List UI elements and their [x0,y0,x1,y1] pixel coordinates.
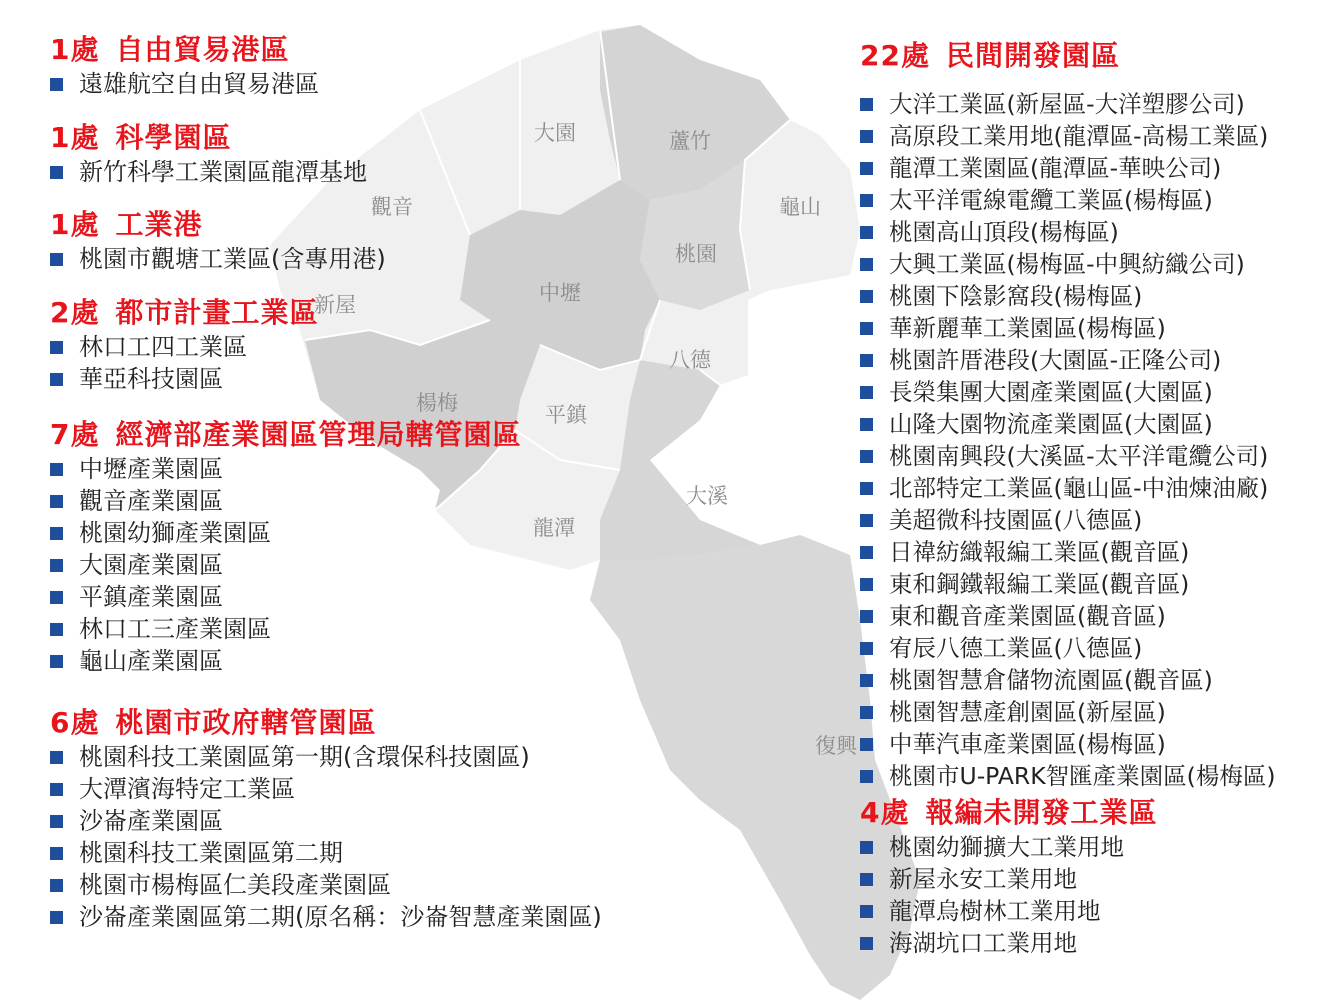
bullet-icon [860,514,873,527]
list-item: 平鎮產業園區 [50,581,522,613]
group-industrial-port [50,207,386,275]
district-label-zhongli: 中壢 [539,281,581,305]
list-item: 桃園科技工業園區第二期 [50,837,602,869]
list-item: 大潭濱海特定工業區 [50,773,602,805]
bullet-icon [50,373,63,386]
bullet-icon [50,527,63,540]
group-title: 都市計畫工業區 [115,296,319,329]
group-title: 工業港 [115,208,203,241]
bullet-icon [50,623,63,636]
bullet-icon [860,354,873,367]
group-title: 民間開發園區 [945,39,1120,72]
group-count: 1處 [50,33,100,66]
list-item: 東和鋼鐵報編工業區(觀音區) [860,568,1276,600]
group-science-park [50,120,367,188]
bullet-icon [860,226,873,239]
bullet-icon [860,194,873,207]
list-item: 桃園智慧倉儲物流園區(觀音區) [860,664,1276,696]
list-item: 龍潭工業園區(龍潭區-華映公司) [860,152,1276,184]
bullet-icon [50,341,63,354]
bullet-icon [860,450,873,463]
bullet-icon [860,937,873,950]
district-label-daxi: 大溪 [686,484,728,508]
list-item: 桃園市楊梅區仁美段產業園區 [50,869,602,901]
bullet-icon [860,258,873,271]
bullet-icon [860,905,873,918]
bullet-icon [50,495,63,508]
bullet-icon [860,642,873,655]
group-title: 科學園區 [115,121,232,154]
district-label-guanyin: 觀音 [371,195,413,219]
list-item: 龜山產業園區 [50,645,522,677]
list-item: 宥辰八德工業區(八德區) [860,632,1276,664]
bullet-icon [50,166,63,179]
district-label-bade: 八德 [669,348,711,372]
group-urban-planning-industrial [50,295,319,395]
list-item: 長榮集團大園產業園區(大園區) [860,376,1276,408]
bullet-icon [860,610,873,623]
group-count: 6處 [50,706,100,739]
bullet-icon [860,290,873,303]
bullet-icon [860,841,873,854]
list-item: 大園產業園區 [50,549,522,581]
list-item: 沙崙產業園區第二期(原名稱：沙崙智慧產業園區) [50,901,602,933]
bullet-icon [860,873,873,886]
bullet-icon [50,847,63,860]
list-item: 林口工四工業區 [50,331,319,363]
list-item: 桃園市觀塘工業區(含專用港) [50,243,386,275]
district-label-guishan: 龜山 [779,195,821,219]
district-label-luzhu: 蘆竹 [669,129,711,153]
list-item: 高原段工業用地(龍潭區-高楊工業區) [860,120,1276,152]
district-label-yangmei: 楊梅 [416,391,458,415]
bullet-icon [860,674,873,687]
list-item: 桃園南興段(大溪區-太平洋電纜公司) [860,440,1276,472]
group-private-parks [860,38,1276,792]
bullet-icon [860,386,873,399]
group-count: 2處 [50,296,100,329]
group-count: 22處 [860,39,930,72]
group-title: 經濟部產業園區管理局轄管園區 [115,418,522,451]
group-heading [50,295,319,331]
bullet-icon [50,591,63,604]
bullet-icon [860,130,873,143]
list-item: 桃園智慧產創園區(新屋區) [860,696,1276,728]
list-item: 大興工業區(楊梅區-中興紡織公司) [860,248,1276,280]
bullet-icon [860,578,873,591]
list-item: 新屋永安工業用地 [860,863,1158,895]
list-item: 東和觀音產業園區(觀音區) [860,600,1276,632]
group-heading [50,32,319,68]
bullet-icon [50,815,63,828]
district-label-fuxing: 復興 [815,734,857,758]
bullet-icon [50,559,63,572]
list-item: 華新麗華工業園區(楊梅區) [860,312,1276,344]
bullet-icon [50,879,63,892]
list-item: 美超微科技園區(八德區) [860,504,1276,536]
list-item: 桃園許厝港段(大園區-正隆公司) [860,344,1276,376]
group-title: 桃園市政府轄管園區 [115,706,377,739]
list-item: 龍潭烏樹林工業用地 [860,895,1158,927]
bullet-icon [50,78,63,91]
list-item: 沙崙產業園區 [50,805,602,837]
bullet-icon [50,911,63,924]
bullet-icon [860,418,873,431]
district-label-taoyuan: 桃園 [675,242,717,266]
bullet-icon [860,482,873,495]
list-item: 觀音產業園區 [50,485,522,517]
list-item: 太平洋電線電纜工業區(楊梅區) [860,184,1276,216]
list-item: 新竹科學工業園區龍潭基地 [50,156,367,188]
bullet-icon [860,738,873,751]
group-registered-undeveloped [860,795,1158,959]
group-heading [860,795,1158,831]
district-label-longtan: 龍潭 [533,516,575,540]
bullet-icon [860,98,873,111]
group-heading [50,120,367,156]
list-item: 桃園幼獅產業園區 [50,517,522,549]
district-label-pingzhen: 平鎮 [545,403,587,427]
bullet-icon [860,162,873,175]
group-city-government-parks [50,705,602,933]
list-item: 林口工三產業園區 [50,613,522,645]
bullet-icon [860,546,873,559]
list-item: 桃園市U-PARK智匯產業園區(楊梅區) [860,760,1276,792]
bullet-icon [860,322,873,335]
bullet-icon [860,706,873,719]
group-count: 7處 [50,418,100,451]
bullet-icon [50,463,63,476]
bullet-icon [860,770,873,783]
list-item: 桃園幼獅擴大工業用地 [860,831,1158,863]
list-item: 大洋工業區(新屋區-大洋塑膠公司) [860,88,1276,120]
group-count: 1處 [50,208,100,241]
bullet-icon [50,751,63,764]
group-free-trade-zone [50,32,319,100]
group-heading [50,705,602,741]
group-moea-parks [50,417,522,677]
list-item: 北部特定工業區(龜山區-中油煉油廠) [860,472,1276,504]
group-heading [50,417,522,453]
list-item: 桃園科技工業園區第一期(含環保科技園區) [50,741,602,773]
list-item: 華亞科技園區 [50,363,319,395]
district-label-dayuan: 大園 [534,121,576,145]
list-item: 桃園下陰影窩段(楊梅區) [860,280,1276,312]
list-item: 海湖坑口工業用地 [860,927,1158,959]
group-heading [860,38,1276,74]
group-heading [50,207,386,243]
group-title: 自由貿易港區 [115,33,290,66]
district-label-xinwu: 新屋 [314,293,356,317]
bullet-icon [50,253,63,266]
list-item: 桃園高山頂段(楊梅區) [860,216,1276,248]
list-item: 中華汽車產業園區(楊梅區) [860,728,1276,760]
bullet-icon [50,655,63,668]
group-count: 1處 [50,121,100,154]
list-item: 中壢產業園區 [50,453,522,485]
group-title: 報編未開發工業區 [925,796,1158,829]
bullet-icon [50,783,63,796]
group-count: 4處 [860,796,910,829]
list-item: 遠雄航空自由貿易港區 [50,68,319,100]
list-item: 日禕紡織報編工業區(觀音區) [860,536,1276,568]
list-item: 山隆大園物流產業園區(大園區) [860,408,1276,440]
